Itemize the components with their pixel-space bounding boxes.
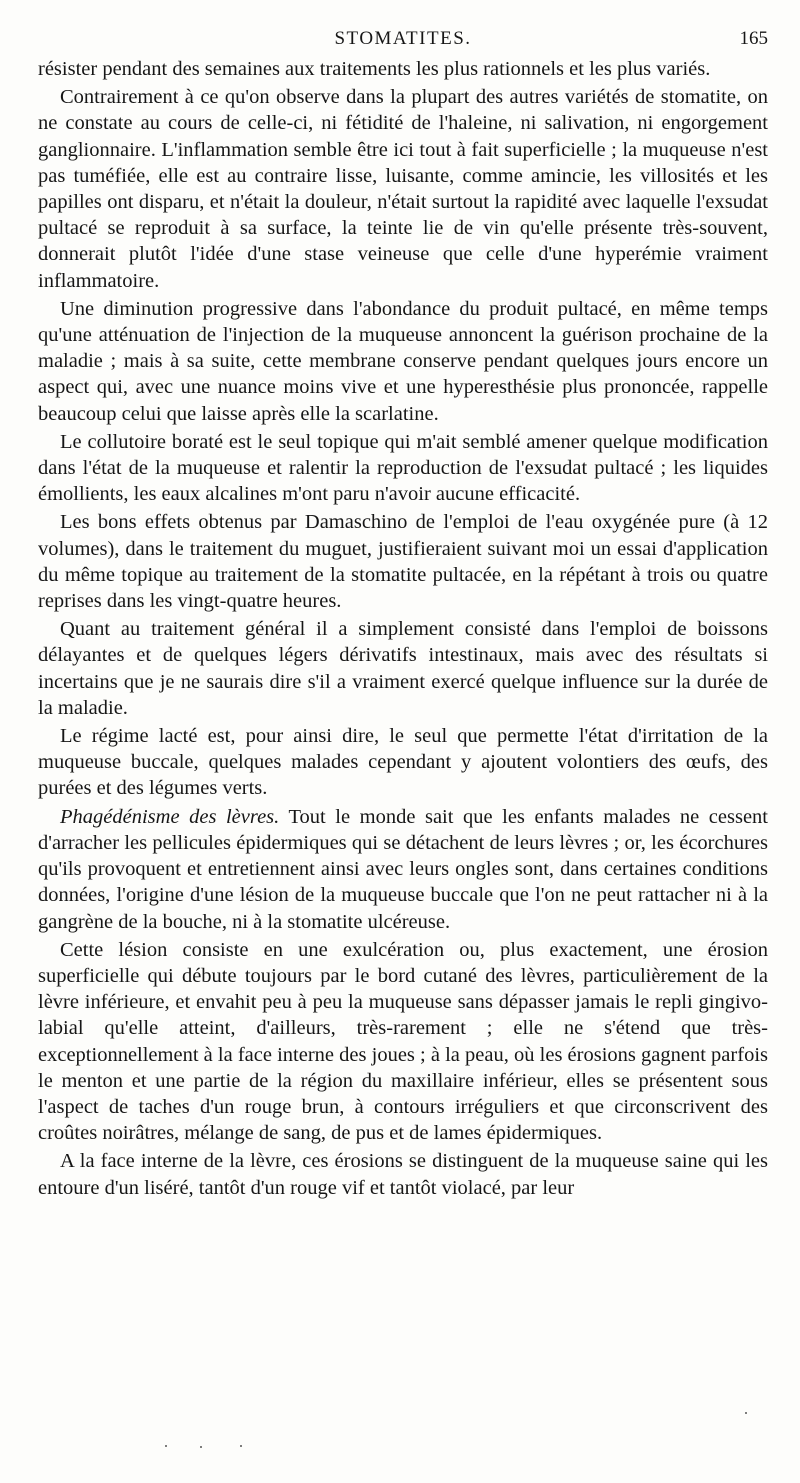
- body-text: [38, 56, 768, 1201]
- paragraph-9: Cette lésion consiste en une exulcération ou, plus exactement, une érosion superficielle qui débute toujours par le bord cutané des lèvres, particulièrement de la lèvre inférieure, et envahit peu à peu la muqueuse sans dépasser jamais le repli gingivo-labial qu'elle atteint, d'ailleurs, très-rarement ; elle ne s'étend que très-exceptionnellement à la face interne des joues ; à la peau, où les érosions gagnent parfois le menton et une partie de la région du maxillaire inférieur, elles se présentent sous l'aspect de taches d'un rouge brun, à contours irréguliers et que circonscrivent des croûtes noirâtres, mélange de sang, de pus et de lames épidermiques.: [38, 938, 768, 1145]
- paragraph-5: Les bons effets obtenus par Damaschino de l'emploi de l'eau oxygénée pure (à 12 volumes), dans le traitement du muguet, justifieraient suivant moi un essai d'application du même topique au traitement de la stomatite pultacée, en la répétant à trois ou quatre reprises dans les vingt-quatre heures.: [38, 511, 768, 613]
- section-heading-phagedenisme: Phagédénisme des lèvres.: [60, 805, 280, 828]
- print-specks: [160, 1442, 760, 1452]
- paragraph-2: Contrairement à ce qu'on observe dans la plupart des autres variétés de stomatite, on ne constate au cours de celle-ci, ni fétidité de l'haleine, ni salivation, ni engorgement ganglionnaire. L'inflammation semble être ici tout à fait superficielle ; la muqueuse n'est pas tuméfiée, elle est au contraire lisse, luisante, comme amincie, les villosités et les papilles ont disparu, et n'était la douleur, n'était surtout la rapidité avec laquelle l'exsudat pultacé se reproduit à sa surface, la teinte lie de vin qu'elle présente très-souvent, donnerait plutôt l'idée d'une stase veineuse que celle d'une hyperémie vraiment inflammatoire.: [38, 86, 768, 292]
- paragraph-3: Une diminution progressive dans l'abondance du produit pultacé, en même temps qu'une atténuation de l'injection de la muqueuse annoncent la guérison prochaine de la maladie ; mais à sa suite, cette membrane conserve pendant quelques jours encore un aspect qui, avec une nuance moins vive et une hyperesthésie plus prononcée, rappelle beaucoup celui que laisse après elle la scarlatine.: [38, 297, 768, 425]
- chapter-title: STOMATITES.: [334, 28, 472, 49]
- book-page: [38, 28, 768, 1201]
- paragraph-6: Quant au traitement général il a simplement consisté dans l'emploi de boissons délayantes et de quelques légers dérivatifs intestinaux, mais avec des résultats si incertains que je ne saurais dire s'il a vraiment exercé quelque influence sur la durée de la maladie.: [38, 618, 768, 719]
- paragraph-10: A la face interne de la lèvre, ces érosions se distinguent de la muqueuse saine qui les entoure d'un liséré, tantôt d'un rouge vif et tantôt violacé, par leur: [38, 1150, 768, 1199]
- running-head: [38, 28, 768, 56]
- paragraph-8: [38, 804, 768, 935]
- paragraph-1: résister pendant des semaines aux traitements les plus rationnels et les plus variés.: [38, 58, 711, 80]
- page-number: 165: [739, 28, 768, 49]
- paragraph-7: Le régime lacté est, pour ainsi dire, le seul que permette l'état d'irritation de la muqueuse buccale, quelques malades cependant y ajoutent volontiers des œufs, des purées et des légumes verts.: [38, 725, 768, 800]
- paragraph-8-text: Tout le monde sait que les enfants malades ne cessent d'arracher les pellicules épidermiques qui se détachent de leurs lèvres ; or, les écorchures qu'ils provoquent et entretiennent ainsi avec leurs ongles sont, dans certaines conditions données, l'origine d'une lésion de la muqueuse buccale que l'on ne peut rattacher ni à la gangrène de la bouche, ni à la stomatite ulcéreuse.: [38, 805, 769, 933]
- paragraph-4: Le collutoire boraté est le seul topique qui m'ait semblé amener quelque modification dans l'état de la muqueuse et ralentir la reproduction de l'exsudat pultacé ; les liquides émollients, les eaux alcalines m'ont paru n'avoir aucune efficacité.: [38, 430, 768, 506]
